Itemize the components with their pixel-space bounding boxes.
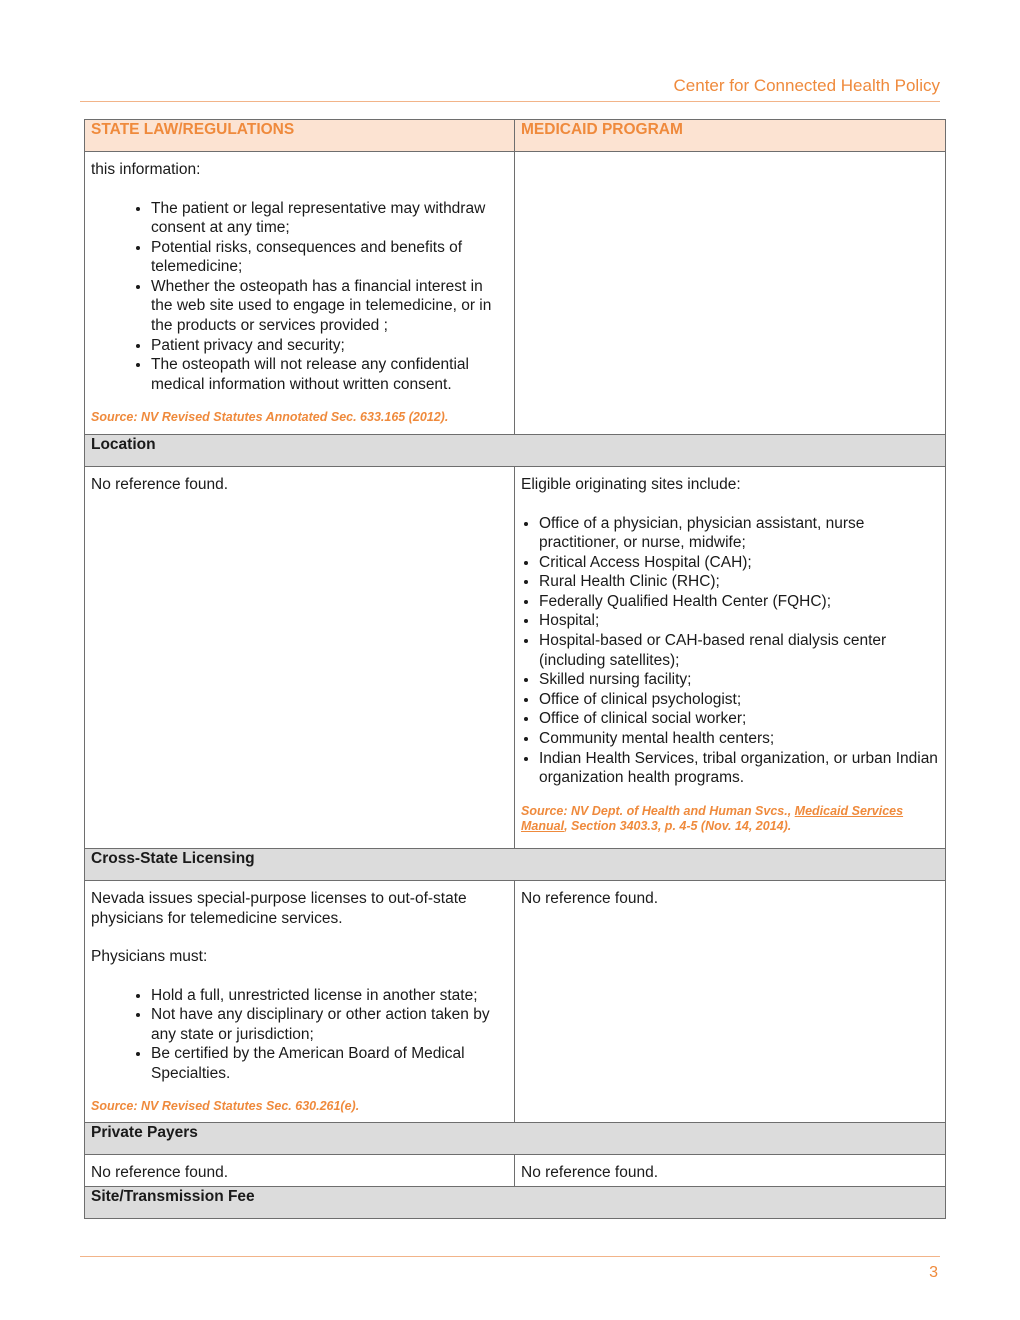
list-item: • Office of a physician, physician assistant, nurse practitioner, or nurse, midwife; — [539, 514, 939, 553]
list-item: • Office of clinical psychologist; — [539, 690, 939, 710]
consent-row — [85, 152, 946, 435]
section-row-private-payers — [85, 1123, 946, 1155]
list-item: • Potential risks, consequences and benefits of telemedicine; — [151, 238, 508, 277]
private-payers-row — [85, 1155, 946, 1187]
table-header-row — [85, 120, 946, 152]
licensing-medicaid-text: No reference found. — [521, 890, 659, 907]
consent-medicaid-cell — [515, 152, 946, 435]
list-item: • Be certified by the American Board of Medical Specialties. — [151, 1044, 508, 1083]
list-item: • Patient privacy and security; — [151, 336, 508, 356]
private-payers-medicaid-text: No reference found. — [521, 1164, 659, 1181]
section-row-location — [85, 435, 946, 467]
list-item: • Critical Access Hospital (CAH); — [539, 553, 939, 573]
list-item: • Hospital; — [539, 611, 939, 631]
licensing-medicaid-cell — [515, 881, 946, 1123]
private-payers-state-text: No reference found. — [91, 1164, 229, 1181]
location-row — [85, 467, 946, 849]
section-row-site-fee — [85, 1187, 946, 1219]
consent-source-citation: Source: NV Revised Statutes Annotated Sec. 633.165 (2012). — [91, 410, 449, 425]
column-header-state-law: STATE LAW/REGULATIONS — [85, 120, 515, 152]
private-payers-state-cell — [85, 1155, 515, 1187]
list-item: • Not have any disciplinary or other action taken by any state or jurisdiction; — [151, 1005, 508, 1044]
location-state-cell — [85, 467, 515, 849]
section-heading-licensing: Cross-State Licensing — [85, 849, 946, 881]
list-item: • Hold a full, unrestricted license in another state; — [151, 986, 508, 1006]
policy-table — [84, 119, 946, 1219]
list-item: • Federally Qualified Health Center (FQHC); — [539, 592, 939, 612]
source-suffix: , Section 3403.3, p. 4-5 (Nov. 14, 2014). — [564, 819, 792, 834]
consent-list — [91, 199, 508, 395]
location-medicaid-cell — [515, 467, 946, 849]
consent-state-cell — [85, 152, 515, 435]
list-item: • Whether the osteopath has a financial interest in the web site used to engage in telemedicine, or in the products or services provided ; — [151, 277, 508, 336]
list-item: • Office of clinical social worker; — [539, 709, 939, 729]
location-medicaid-intro: Eligible originating sites include: — [521, 476, 741, 493]
licensing-intro: Nevada issues special-purpose licenses to out-of-state physicians for telemedicine services. — [91, 890, 467, 927]
licensing-state-cell — [85, 881, 515, 1123]
page-number: 3 — [929, 1264, 938, 1281]
list-item: • Indian Health Services, tribal organization, or urban Indian organization health programs. — [539, 749, 939, 788]
list-item: • Rural Health Clinic (RHC); — [539, 572, 939, 592]
licensing-row — [85, 881, 946, 1123]
section-heading-site-fee: Site/Transmission Fee — [85, 1187, 946, 1219]
medicaid-manual-link[interactable]: Medicaid Services Manual — [521, 803, 904, 834]
consent-intro: this information: — [91, 161, 201, 178]
column-header-medicaid: MEDICAID PROGRAM — [515, 120, 946, 152]
footer-divider — [80, 1256, 940, 1257]
section-heading-location: Location — [85, 435, 946, 467]
private-payers-medicaid-cell — [515, 1155, 946, 1187]
section-heading-private-payers: Private Payers — [85, 1123, 946, 1155]
licensing-must: Physicians must: — [91, 948, 208, 965]
list-item: • The patient or legal representative may withdraw consent at any time; — [151, 199, 508, 238]
licensing-source-citation: Source: NV Revised Statutes Sec. 630.261(e). — [91, 1099, 360, 1114]
page-header-title: Center for Connected Health Policy — [673, 76, 940, 95]
list-item: • Skilled nursing facility; — [539, 670, 939, 690]
location-state-text: No reference found. — [91, 476, 229, 493]
originating-sites-list — [521, 514, 939, 788]
list-item: • The osteopath will not release any confidential medical information without written consent. — [151, 355, 508, 394]
list-item: • Hospital-based or CAH-based renal dialysis center (including satellites); — [539, 631, 939, 670]
licensing-list — [91, 986, 508, 1084]
source-prefix: Source: NV Dept. of Health and Human Svcs., — [521, 803, 795, 818]
location-source-citation — [521, 804, 939, 835]
section-row-licensing — [85, 849, 946, 881]
header-divider — [80, 101, 940, 102]
list-item: • Community mental health centers; — [539, 729, 939, 749]
